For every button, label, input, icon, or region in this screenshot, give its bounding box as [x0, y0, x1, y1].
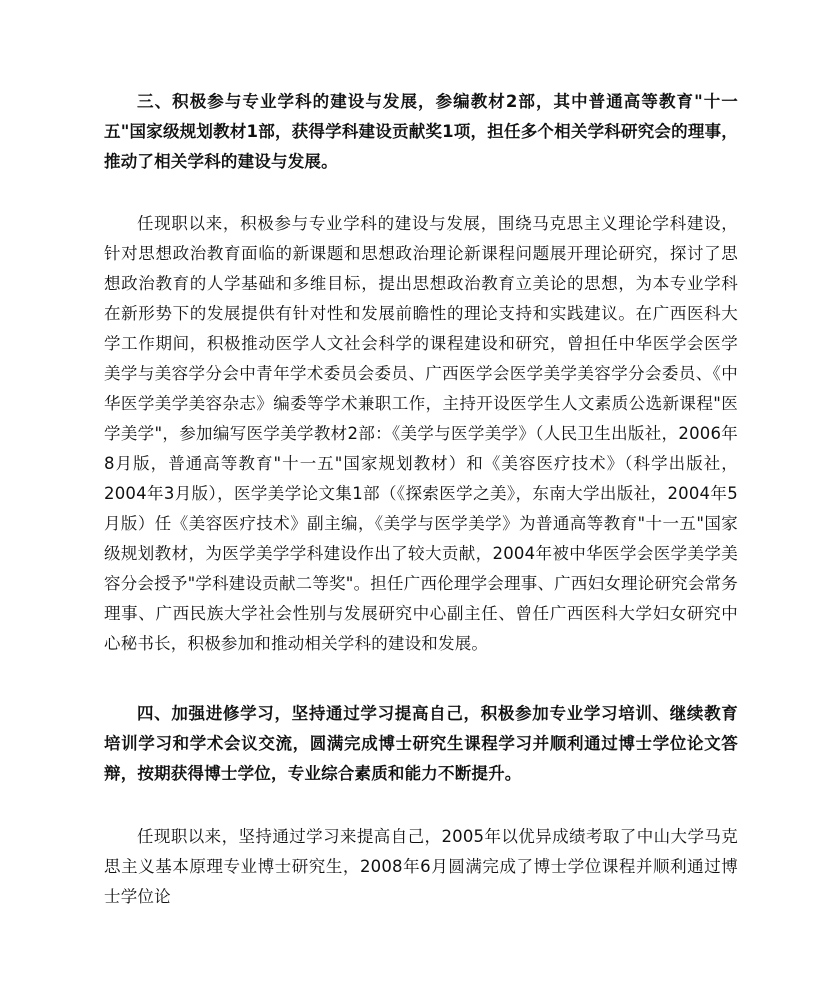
section-three-body: 任现职以来，积极参与专业学科的建设与发展，围绕马克思主义理论学科建设，针对思想政治教育面临的新课题和思想政治理论新课程问题展开理论研究，探讨了思想政治教育的人学基础和多维目标，提出思想政治教育立美论的思想，为本专业学科在新形势下的发展提供有针对性和发展前瞻性的理论支持和实践建议。在广西医科大学工作期间，积极推动医学人文社会科学的课程建设和研究，曾担任中华医学会医学美学与美容学分会中青年学术委员会委员、广西医学会医学美学美容学分会委员、《中华医学美学美容杂志》编委等学术兼职工作，主持开设医学生人文素质公选新课程"医学美学"，参加编写医学美学教材2部：《美学与医学美学》（人民卫生出版社，2006年8月版，普通高等教育"十一五"国家规划教材）和《美容医疗技术》（科学出版社，2004年3月版），医学美学论文集1部（《探索医学之美》，东南大学出版社，2004年5月版）任《美容医疗技术》副主编，《美学与医学美学》为普通高等教育"十一五"国家级规划教材，为医学美学学科建设作出了较大贡献，2004年被中华医学会医学美学美容分会授予"学科建设贡献二等奖"。担任广西伦理学会理事、广西妇女理论研究会常务理事、广西民族大学社会性别与发展研究中心副主任、曾任广西医科大学妇女研究中心秘书长，积极参加和推动相关学科的建设和发展。: [104, 214, 738, 653]
section-three-heading: 三、积极参与专业学科的建设与发展，参编教材2部，其中普通高等教育"十一五"国家级规划教材1部，获得学科建设贡献奖1项，担任多个相关学科研究会的理事，推动了相关学科的建设与发展。: [104, 92, 738, 171]
section-four-body: 任现职以来，坚持通过学习来提高自己，2005年以优异成绩考取了中山大学马克思主义基本原理专业博士研究生，2008年6月圆满完成了博士学位课程并顺利通过博士学位论: [104, 827, 738, 906]
section-four-heading: 四、加强进修学习，坚持通过学习提高自己，积极参加专业学习培训、继续教育培训学习和学术会议交流，圆满完成博士研究生课程学习并顺利通过博士学位论文答辩，按期获得博士学位，专业综合素质和能力不断提升。: [104, 704, 738, 783]
